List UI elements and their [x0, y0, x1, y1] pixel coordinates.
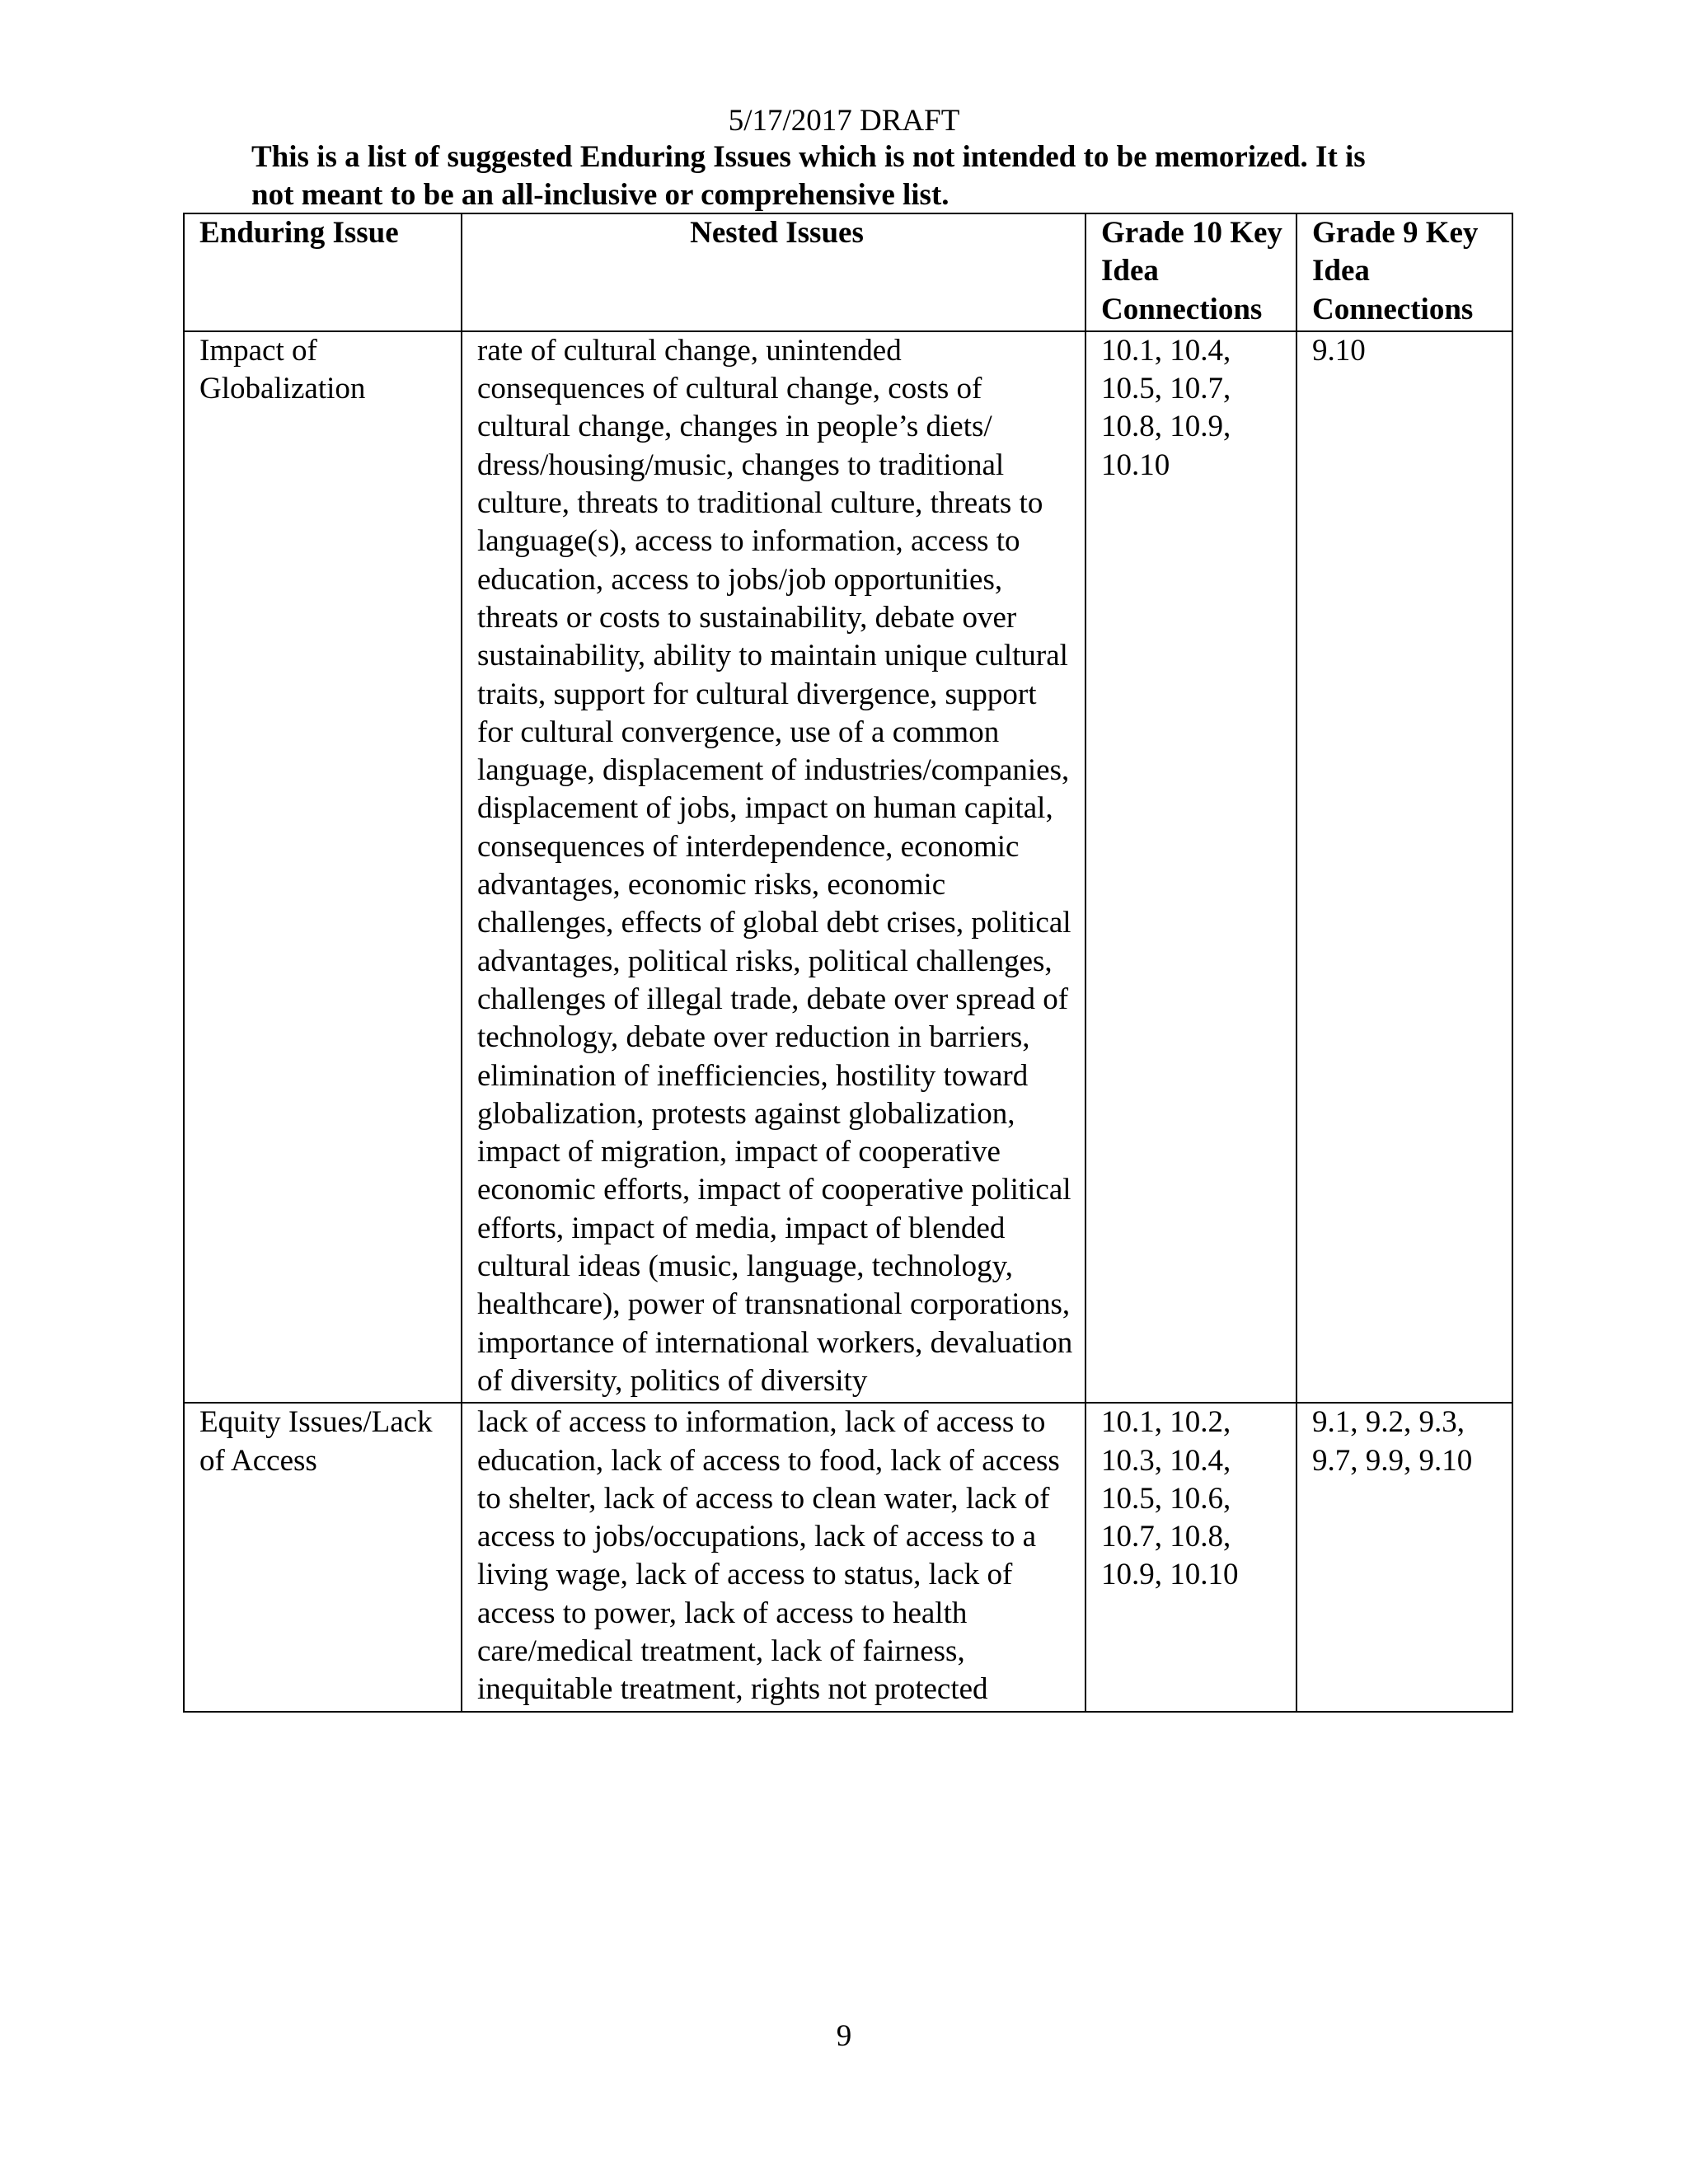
cell-enduring-issue: Impact of Globalization	[184, 331, 462, 1403]
draft-date-header: 5/17/2017 DRAFT	[728, 104, 960, 138]
header-grade10-connections: Grade 10 Key Idea Connections	[1085, 213, 1296, 331]
intro-note	[251, 138, 1488, 214]
intro-note-line-2: not meant to be an all-inclusive or comprehensive list.	[251, 178, 950, 212]
cell-nested-issues: rate of cultural change, unintended consequences of cultural change, costs of cultural change, changes in people’s diets/ dress/housing/music, changes to traditional culture, threats to traditional culture, threats to language(s), access to information, access to education, access to jobs/job opportunities, threats or costs to sustainability, debate over sustainability, ability to maintain unique cultural traits, support for cultural divergence, support for cultural convergence, use of a common language, displacement of industries/companies, displacement of jobs, impact on human capital, consequences of interdependence, economic advantages, economic risks, economic challenges, effects of global debt crises, political advantages, political risks, political challenges, challenges of illegal trade, debate over spread of technology, debate over reduction in barriers, elimination of inefficiencies, hostility toward globalization, protests against globalization, impact of migration, impact of cooperative economic efforts, impact of cooperative political efforts, impact of media, impact of blended cultural ideas (music, language, technology, healthcare), power of transnational corporations, importance of international workers, devaluation of diversity, politics of diversity	[462, 331, 1085, 1403]
cell-enduring-issue: Equity Issues/Lack of Access	[184, 1403, 462, 1711]
table-header-row	[184, 213, 1512, 331]
page-number: 9	[836, 2019, 852, 2053]
cell-grade9-connections: 9.10	[1296, 331, 1512, 1403]
cell-grade10-connections: 10.1, 10.4, 10.5, 10.7, 10.8, 10.9, 10.10	[1085, 331, 1296, 1403]
header-grade9-connections: Grade 9 Key Idea Connections	[1296, 213, 1512, 331]
cell-grade10-connections: 10.1, 10.2, 10.3, 10.4, 10.5, 10.6, 10.7, 10.8, 10.9, 10.10	[1085, 1403, 1296, 1711]
enduring-issues-table	[183, 213, 1513, 1713]
header-enduring-issue: Enduring Issue	[184, 213, 462, 331]
table-row	[184, 1403, 1512, 1711]
intro-note-line-1: This is a list of suggested Enduring Issues which is not intended to be memorized. It is	[251, 140, 1366, 174]
table-row	[184, 331, 1512, 1403]
cell-nested-issues: lack of access to information, lack of access to education, lack of access to food, lack of access to shelter, lack of access to clean water, lack of access to jobs/occupations, lack of access to a living wage, lack of access to status, lack of access to power, lack of access to health care/medical treatment, lack of fairness, inequitable treatment, rights not protected	[462, 1403, 1085, 1711]
header-nested-issues: Nested Issues	[462, 213, 1085, 331]
cell-grade9-connections: 9.1, 9.2, 9.3, 9.7, 9.9, 9.10	[1296, 1403, 1512, 1711]
